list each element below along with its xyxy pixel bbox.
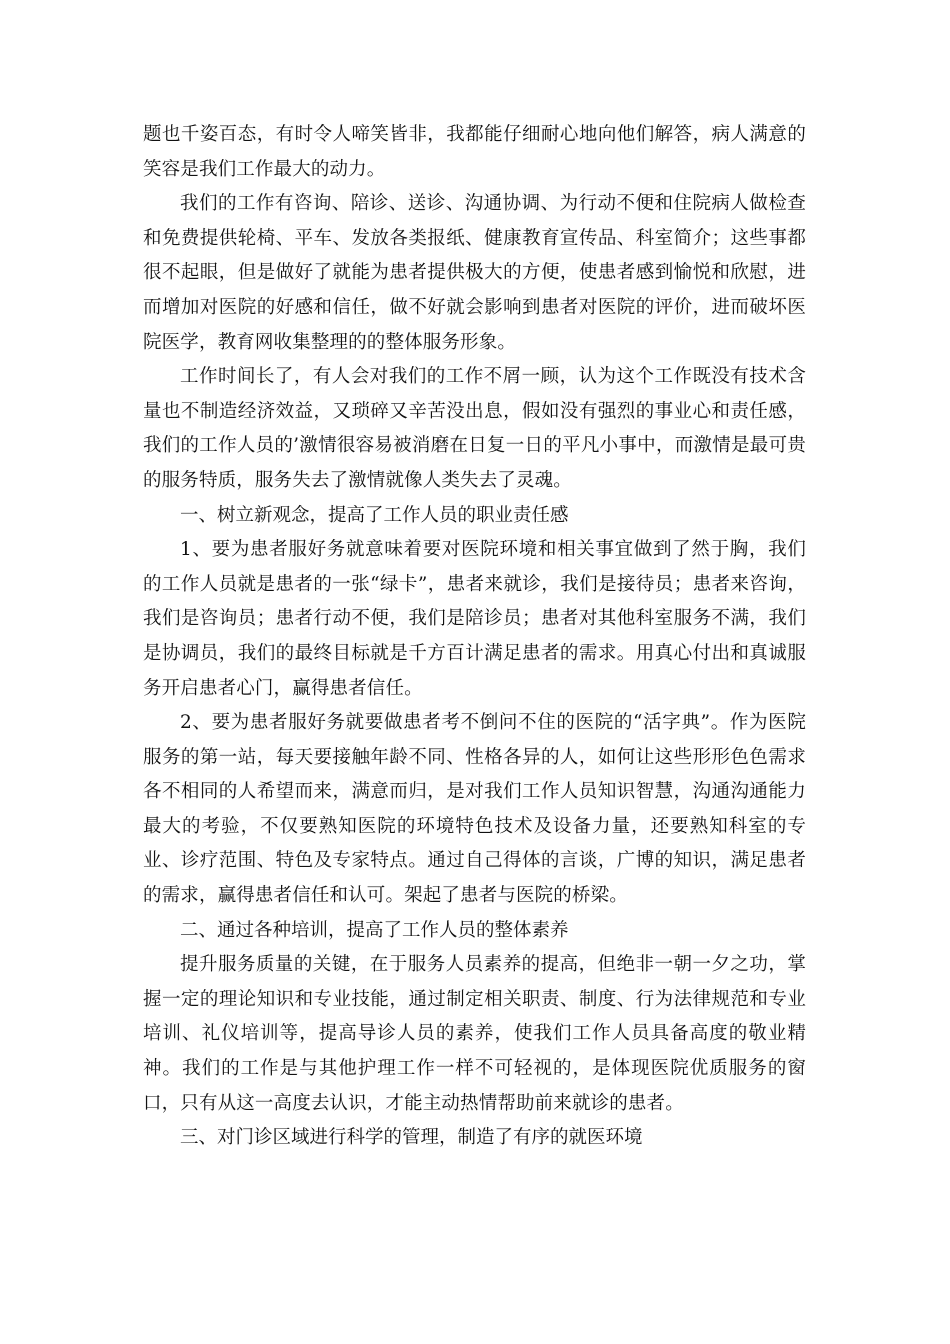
paragraph-item-2: 2、要为患者服好务就要做患者考不倒问不住的医院的“活字典”。作为医院服务的第一站，每天要接触年龄不同、性格各异的人，如何让这些形形色色需求各不相同的人希望而来，满意而归，是对我们工作人员知识智慧，沟通沟通能力最大的考验，不仅要熟知医院的环境特色技术及设备力量，还要熟知科室的专业、诊疗范围、特色及专家特点。通过自己得体的言谈，广博的知识，满足患者的需求，赢得患者信任和认可。架起了患者与医院的桥梁。 [143, 712, 806, 907]
paragraph-item-1: 1、要为患者服好务就意味着要对医院环境和相关事宜做到了然于胸，我们的工作人员就是患者的一张“绿卡”，患者来就诊，我们是接待员；患者来咨询，我们是咨询员；患者行动不便，我们是陪诊员；患者对其他科室服务不满，我们是协调员，我们的最终目标就是千方百计满足患者的需求。用真心付出和真诚服务开启患者心门，赢得患者信任。 [143, 539, 806, 699]
paragraph-training: 提升服务质量的关键，在于服务人员素养的提高，但绝非一朝一夕之功，掌握一定的理论知识和专业技能，通过制定相关职责、制度、行为法律规范和专业培训、礼仪培训等，提高导诊人员的素养，使我们工作人员具备高度的敬业精神。我们的工作是与其他护理工作一样不可轻视的，是体现医院优质服务的窗口，只有从这一高度去认识，才能主动热情帮助前来就诊的患者。 [143, 954, 806, 1114]
paragraph-work-passion: 工作时间长了，有人会对我们的工作不屑一顾，认为这个工作既没有技术含量也不制造经济效益，又琐碎又辛苦没出息，假如没有强烈的事业心和责任感，我们的工作人员的’激情很容易被消磨在日复一日的平凡小事中，而激情是最可贵的服务特质，服务失去了激情就像人类失去了灵魂。 [143, 366, 806, 491]
section-heading-3: 三、对门诊区域进行科学的管理，制造了有序的就医环境 [180, 1127, 643, 1149]
document-page [143, 118, 806, 1156]
paragraph-continuation: 题也千姿百态，有时令人啼笑皆非，我都能仔细耐心地向他们解答，病人满意的笑容是我们工作最大的动力。 [143, 124, 806, 180]
paragraph-work-content: 我们的工作有咨询、陪诊、送诊、沟通协调、为行动不便和住院病人做检查和免费提供轮椅、平车、发放各类报纸、健康教育宣传品、科室简介；这些事都很不起眼，但是做好了就能为患者提供极大的方便，使患者感到愉悦和欣慰，进而增加对医院的好感和信任，做不好就会影响到患者对医院的评价，进而破坏医院医学，教育网收集整理的的整体服务形象。 [143, 193, 806, 353]
section-heading-1: 一、树立新观念，提高了工作人员的职业责任感 [180, 504, 569, 526]
section-heading-2: 二、通过各种培训，提高了工作人员的整体素养 [180, 919, 569, 941]
